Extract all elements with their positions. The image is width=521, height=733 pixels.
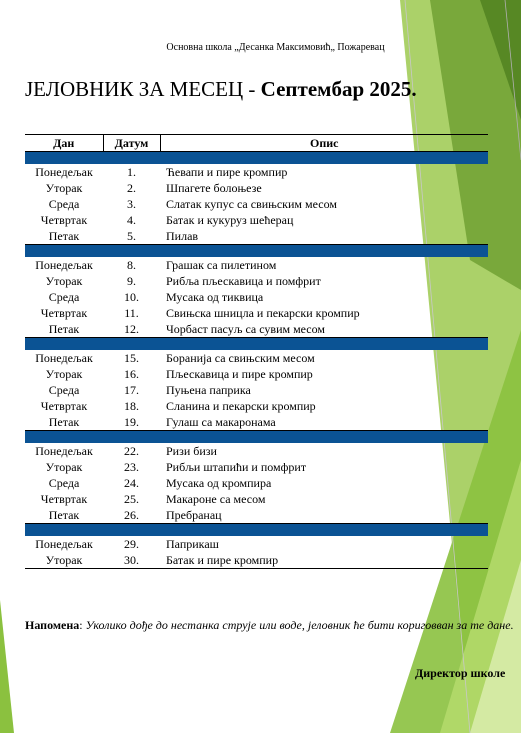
note: Напомена: Уколико дође до нестанка струје или воде, јеловник ће бити кориговван за те дане. (25, 618, 514, 632)
description-cell: Рибљи штапићи и помфрит (166, 460, 307, 474)
table-row (25, 305, 488, 321)
date-cell: 15. (124, 351, 139, 365)
date-cell: 29. (124, 537, 139, 551)
table-row (25, 366, 488, 382)
menu-table (25, 134, 488, 569)
table-row (25, 212, 488, 228)
day-cell: Понедељак (35, 444, 93, 458)
date-cell: 11. (124, 306, 139, 320)
day-cell: Петак (25, 321, 103, 338)
description-cell: Батак и пире кромпир (160, 552, 488, 569)
description-cell: Слатак купус са свињским месом (166, 197, 337, 211)
week-separator (25, 524, 488, 537)
description-cell: Батак и кукуруз шећерац (166, 213, 294, 227)
date-cell: 12. (103, 321, 160, 338)
page-title (25, 77, 417, 102)
date-cell: 18. (124, 399, 139, 413)
table-row (25, 552, 488, 569)
table-header-row (25, 135, 488, 152)
date-cell: 8. (127, 258, 136, 272)
day-cell: Уторак (45, 460, 83, 474)
table-row (25, 228, 488, 245)
week-separator-bar (25, 431, 488, 444)
description-cell: Сланина и пекарски кромпир (166, 399, 316, 413)
week-separator-bar (25, 245, 488, 258)
day-cell: Уторак (45, 367, 83, 381)
description-cell: Чорбаст пасуљ са сувим месом (160, 321, 488, 338)
day-cell: Четвртак (40, 306, 88, 320)
note-label: Напомена (25, 618, 80, 632)
description-cell: Грашак са пилетином (166, 258, 277, 272)
date-cell: 23. (124, 460, 139, 474)
description-cell: Боранија са свињским месом (166, 351, 315, 365)
table-row (25, 257, 488, 273)
date-cell: 9. (127, 274, 136, 288)
date-cell: 25. (124, 492, 139, 506)
week-separator-bar (25, 524, 488, 537)
day-cell: Среда (48, 197, 80, 211)
day-cell: Понедељак (35, 258, 93, 272)
title-month: Септембар 2025. (260, 77, 417, 101)
table-row (25, 414, 488, 431)
table-row (25, 321, 488, 338)
table-row (25, 196, 488, 212)
day-cell: Понедељак (35, 351, 93, 365)
table-row (25, 273, 488, 289)
description-cell: Гулаш са макаронама (160, 414, 488, 431)
description-cell: Свињска шницла и пекарски кромпир (166, 306, 360, 320)
column-header-day: Дан (25, 135, 103, 152)
note-text: Уколико дође до нестанка струје или воде, јеловник ће бити кориговван за те дане. (85, 618, 514, 632)
day-cell: Уторак (25, 552, 103, 569)
date-cell: 22. (124, 444, 139, 458)
column-header-date: Датум (103, 135, 160, 152)
date-cell: 19. (103, 414, 160, 431)
date-cell: 26. (103, 507, 160, 524)
date-cell: 1. (127, 165, 136, 179)
week-separator (25, 245, 488, 258)
day-cell: Четвртак (40, 492, 88, 506)
week-separator-bar (25, 152, 488, 165)
table-row (25, 443, 488, 459)
description-cell: Пилав (160, 228, 488, 245)
week-separator (25, 431, 488, 444)
table-row (25, 164, 488, 180)
menu-body (25, 152, 488, 569)
date-cell: 16. (124, 367, 139, 381)
day-cell: Петак (25, 414, 103, 431)
column-header-description: Опис (160, 135, 488, 152)
description-cell: Пребранац (160, 507, 488, 524)
date-cell: 30. (103, 552, 160, 569)
day-cell: Петак (25, 507, 103, 524)
day-cell: Четвртак (40, 399, 88, 413)
table-row (25, 459, 488, 475)
description-cell: Ћевапи и пире кромпир (166, 165, 288, 179)
table-row (25, 398, 488, 414)
director-signature-label: Директор школе (415, 666, 506, 680)
date-cell: 3. (127, 197, 136, 211)
school-name: Основна школа „Десанка Максимовић„ Пожаревац (166, 42, 385, 53)
date-cell: 17. (124, 383, 139, 397)
date-cell: 2. (127, 181, 136, 195)
table-row (25, 536, 488, 552)
description-cell: Мусака од кромпира (166, 476, 272, 490)
date-cell: 10. (124, 290, 139, 304)
table-row (25, 289, 488, 305)
day-cell: Среда (48, 476, 80, 490)
table-row (25, 507, 488, 524)
day-cell: Среда (48, 383, 80, 397)
day-cell: Среда (48, 290, 80, 304)
table-row (25, 475, 488, 491)
week-separator (25, 152, 488, 165)
table-row (25, 350, 488, 366)
table-row (25, 491, 488, 507)
table-row (25, 382, 488, 398)
title-prefix: ЈЕЛОВНИК ЗА МЕСЕЦ - (25, 77, 261, 101)
day-cell: Уторак (45, 274, 83, 288)
week-separator (25, 338, 488, 351)
table-row (25, 180, 488, 196)
description-cell: Мусака од тиквица (166, 290, 264, 304)
date-cell: 5. (103, 228, 160, 245)
description-cell: Ризи бизи (166, 444, 217, 458)
date-cell: 4. (127, 213, 136, 227)
description-cell: Рибља пљескавица и помфрит (166, 274, 321, 288)
description-cell: Паприкаш (166, 537, 219, 551)
day-cell: Понедељак (35, 165, 93, 179)
date-cell: 24. (124, 476, 139, 490)
description-cell: Пљескавица и пире кромпир (166, 367, 313, 381)
description-cell: Макароне са месом (166, 492, 266, 506)
day-cell: Четвртак (40, 213, 88, 227)
week-separator-bar (25, 338, 488, 351)
day-cell: Уторак (45, 181, 83, 195)
day-cell: Понедељак (35, 537, 93, 551)
description-cell: Пуњена паприка (166, 383, 251, 397)
day-cell: Петак (25, 228, 103, 245)
description-cell: Шпагете болоњезе (166, 181, 262, 195)
